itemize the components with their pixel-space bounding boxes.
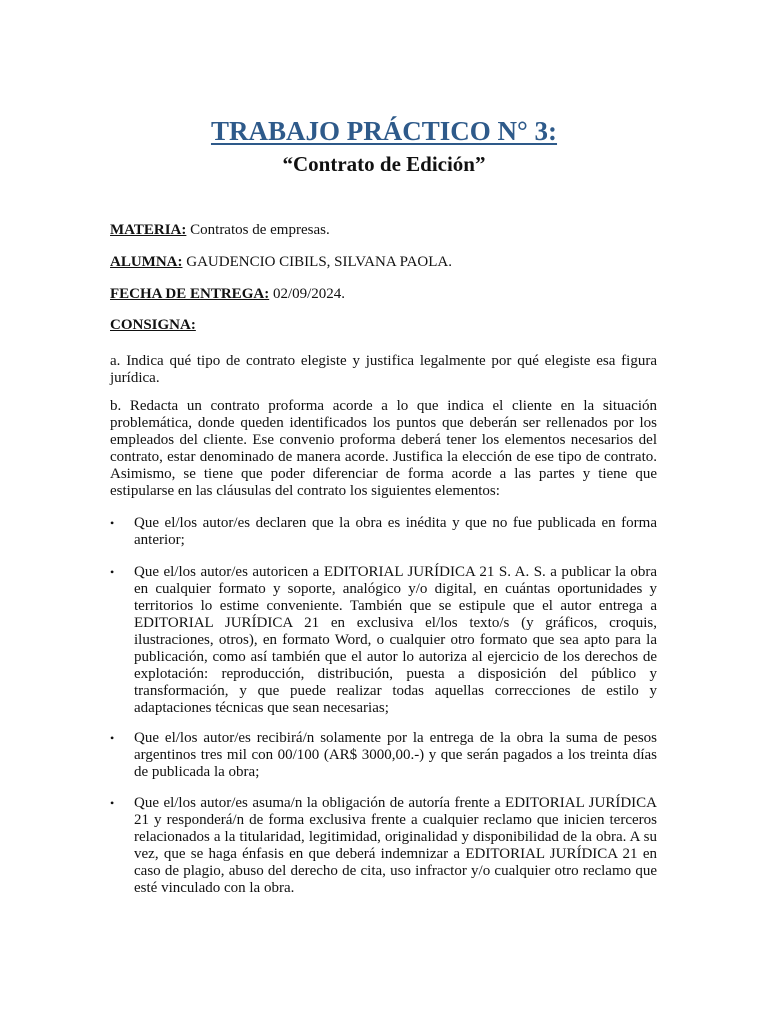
bullet-icon: • [110, 565, 115, 579]
document-title: TRABAJO PRÁCTICO N° 3: [210, 116, 558, 146]
field-materia [110, 221, 670, 240]
list-item [110, 564, 657, 717]
field-materia-value: Contratos de empresas. [186, 222, 330, 238]
bullet-icon: • [110, 796, 115, 810]
paragraph-a: a. Indica qué tipo de contrato elegiste y justifica legalmente por qué elegiste esa figura jurídica. [110, 353, 657, 386]
bullet-icon: • [110, 516, 115, 530]
bullet-icon: • [110, 731, 115, 745]
list-item [110, 795, 657, 897]
field-alumna [110, 253, 670, 272]
paragraph-b: b. Redacta un contrato proforma acorde a lo que indica el cliente en la situación problemática, donde queden identificados los puntos que deberán ser rellenados por los empleados del cliente. Ese convenio proforma deberá tener los elementos necesarios del contrato, estar denominado de manera acorde. Justifica la elección de ese tipo de contrato. Asimismo, se tiene que poder diferenciar de forma acorde a las partes y tiene que estipularse en las cláusulas del contrato los siguientes elementos: [110, 398, 657, 499]
field-materia-label: MATERIA: [110, 222, 187, 238]
field-fecha-entrega [110, 285, 670, 304]
field-alumna-label: ALUMNA: [110, 254, 183, 270]
list-item [110, 515, 657, 549]
field-fecha-label: FECHA DE ENTREGA: [110, 286, 270, 302]
document-subtitle: “Contrato de Edición” [282, 152, 486, 176]
list-item-text: Que el/los autor/es autoricen a EDITORIAL JURÍDICA 21 S. A. S. a publicar la obra en cualquier formato y soporte, analógico y/o digital, en cuántas oportunidades y territorios lo estime conveniente. También que se estipule que el autor entrega a EDITORIAL JURÍDICA 21 en exclusiva el/los texto/s (y gráficos, croquis, ilustraciones, otros), en formato Word, o cualquier otro formato que sea apto para la publicación, como así también que el autor lo autoriza al ejercicio de los derechos de explotación: reproducción, distribución, puesta a disposición del público y transformación, y que puede realizar todas aquellas correcciones de estilo y adaptaciones técnicas que sean necesarias; [134, 564, 657, 716]
field-alumna-value: GAUDENCIO CIBILS, SILVANA PAOLA. [182, 254, 452, 270]
list-item-text: Que el/los autor/es recibirá/n solamente por la entrega de la obra la suma de pesos argentinos tres mil con 00/100 (AR$ 3000,00.-) y que serán pagados a los treinta días de publicada la obra; [134, 730, 657, 780]
list-item [110, 730, 657, 781]
list-item-text: Que el/los autor/es asuma/n la obligación de autoría frente a EDITORIAL JURÍDICA 21 y responderá/n de forma exclusiva frente a cualquier reclamo que inicien terceros relacionados a la titularidad, legitimidad, originalidad y disponibilidad de la obra. A su vez, que se haga énfasis en que deberá indemnizar a EDITORIAL JURÍDICA 21 en caso de plagio, abuso del derecho de cita, uso infractor y/o cualquier otro reclamo que esté vinculado con la obra. [134, 795, 657, 896]
list-item-text: Que el/los autor/es declaren que la obra es inédita y que no fue publicada en forma anterior; [134, 515, 657, 548]
field-consigna-label: CONSIGNA: [110, 317, 196, 333]
field-consigna [110, 316, 670, 335]
field-fecha-value: 02/09/2024. [269, 286, 346, 302]
